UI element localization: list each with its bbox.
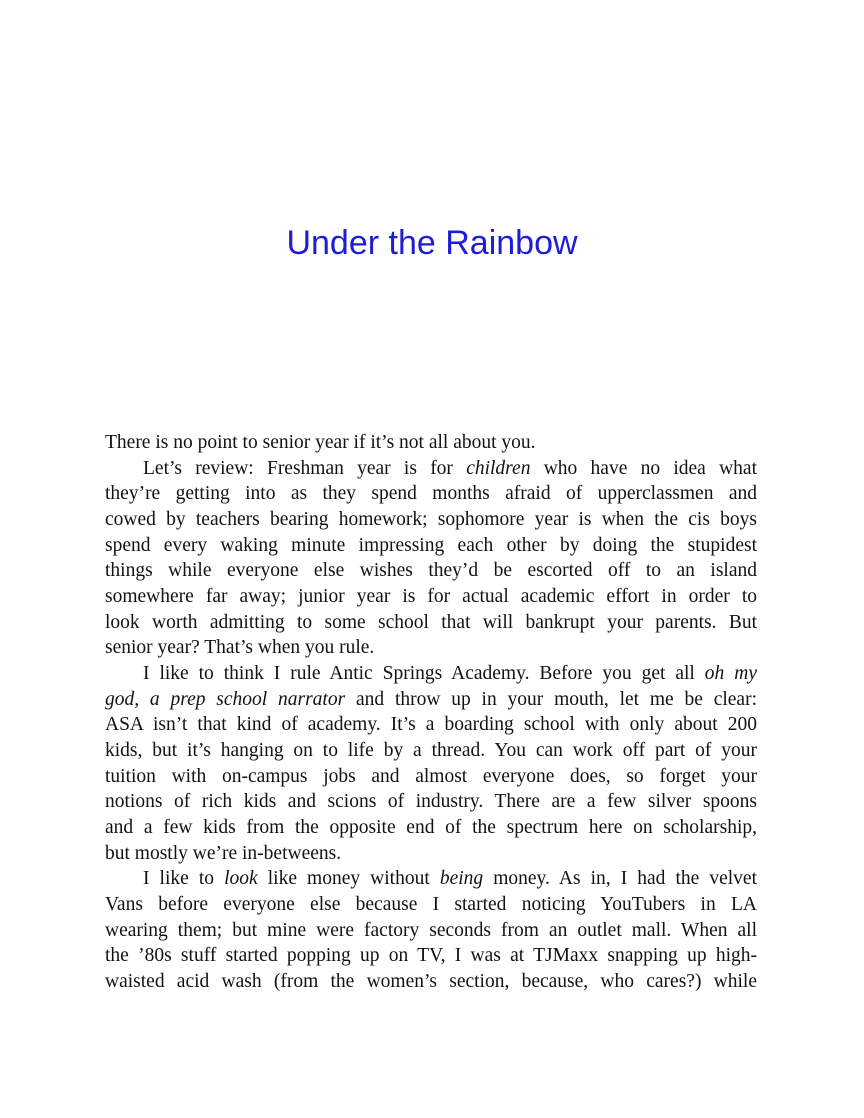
text-line bbox=[105, 610, 757, 636]
italic-text: god, a prep school narrator bbox=[105, 688, 346, 710]
text-line bbox=[105, 456, 757, 482]
text-line bbox=[105, 507, 757, 533]
text-run: There is no point to senior year if it’s not all about you. bbox=[105, 432, 536, 453]
text-line bbox=[105, 712, 757, 738]
text-line bbox=[105, 943, 757, 969]
text-line bbox=[105, 687, 757, 713]
text-line bbox=[105, 841, 757, 867]
text-line bbox=[105, 764, 757, 790]
text-run: like money without bbox=[257, 868, 440, 890]
text-run: things while everyone else wishes they’d be escorted off to an island bbox=[105, 560, 757, 582]
text-line bbox=[105, 533, 757, 559]
text-run: notions of rich kids and scions of industry. There are a few silver spoons bbox=[105, 791, 757, 813]
text-run: somewhere far away; junior year is for actual academic effort in order to bbox=[105, 586, 757, 608]
text-run: wearing them; but mine were factory seconds from an outlet mall. When all bbox=[105, 919, 757, 941]
chapter-title: Under the Rainbow bbox=[286, 224, 578, 262]
text-line bbox=[105, 738, 757, 764]
text-line bbox=[105, 815, 757, 841]
text-run: and a few kids from the opposite end of the spectrum here on scholarship, bbox=[105, 817, 757, 839]
italic-text: being bbox=[439, 868, 484, 890]
italic-text: look bbox=[224, 868, 258, 890]
text-line bbox=[105, 892, 757, 918]
text-line bbox=[105, 789, 757, 815]
text-run: cowed by teachers bearing homework; sophomore year is when the cis boys bbox=[105, 509, 757, 531]
text-run: spend every waking minute impressing each other by doing the stupidest bbox=[105, 534, 757, 556]
text-run: waisted acid wash (from the women’s section, because, who cares?) while bbox=[105, 971, 757, 993]
text-run: Let’s review: Freshman year is for bbox=[143, 457, 467, 479]
italic-text: oh my bbox=[704, 663, 757, 685]
text-run: the ’80s stuff started popping up on TV, I was at TJMaxx snapping up high- bbox=[105, 945, 757, 967]
text-run: senior year? That’s when you rule. bbox=[105, 637, 375, 659]
text-line bbox=[105, 866, 757, 892]
text-run: tuition with on-campus jobs and almost everyone does, so forget your bbox=[105, 765, 757, 787]
text-run: money. As in, I had the velvet bbox=[483, 868, 757, 890]
text-run: and throw up in your mouth, let me be clear: bbox=[345, 688, 757, 710]
text-line bbox=[105, 969, 757, 995]
body-text bbox=[105, 430, 757, 995]
text-run: look worth admitting to some school that will bankrupt your parents. But bbox=[105, 611, 757, 633]
text-run: Vans before everyone else because I started noticing YouTubers in LA bbox=[105, 894, 757, 916]
text-line bbox=[105, 558, 757, 584]
text-run: kids, but it’s hanging on to life by a thread. You can work off part of your bbox=[105, 740, 757, 762]
text-line bbox=[105, 918, 757, 944]
text-line bbox=[105, 481, 757, 507]
text-line bbox=[105, 661, 757, 687]
text-line bbox=[105, 430, 757, 456]
text-run: I like to think I rule Antic Springs Academy. Before you get all bbox=[143, 663, 705, 685]
text-run: but mostly we’re in-betweens. bbox=[105, 842, 342, 864]
text-line bbox=[105, 635, 757, 661]
text-run: who have no idea what bbox=[530, 457, 757, 479]
text-line bbox=[105, 584, 757, 610]
text-run: I like to bbox=[143, 868, 225, 890]
text-run: they’re getting into as they spend months afraid of upperclassmen and bbox=[105, 483, 757, 505]
italic-text: children bbox=[466, 457, 531, 479]
text-run: ASA isn’t that kind of academy. It’s a boarding school with only about 200 bbox=[105, 714, 757, 736]
